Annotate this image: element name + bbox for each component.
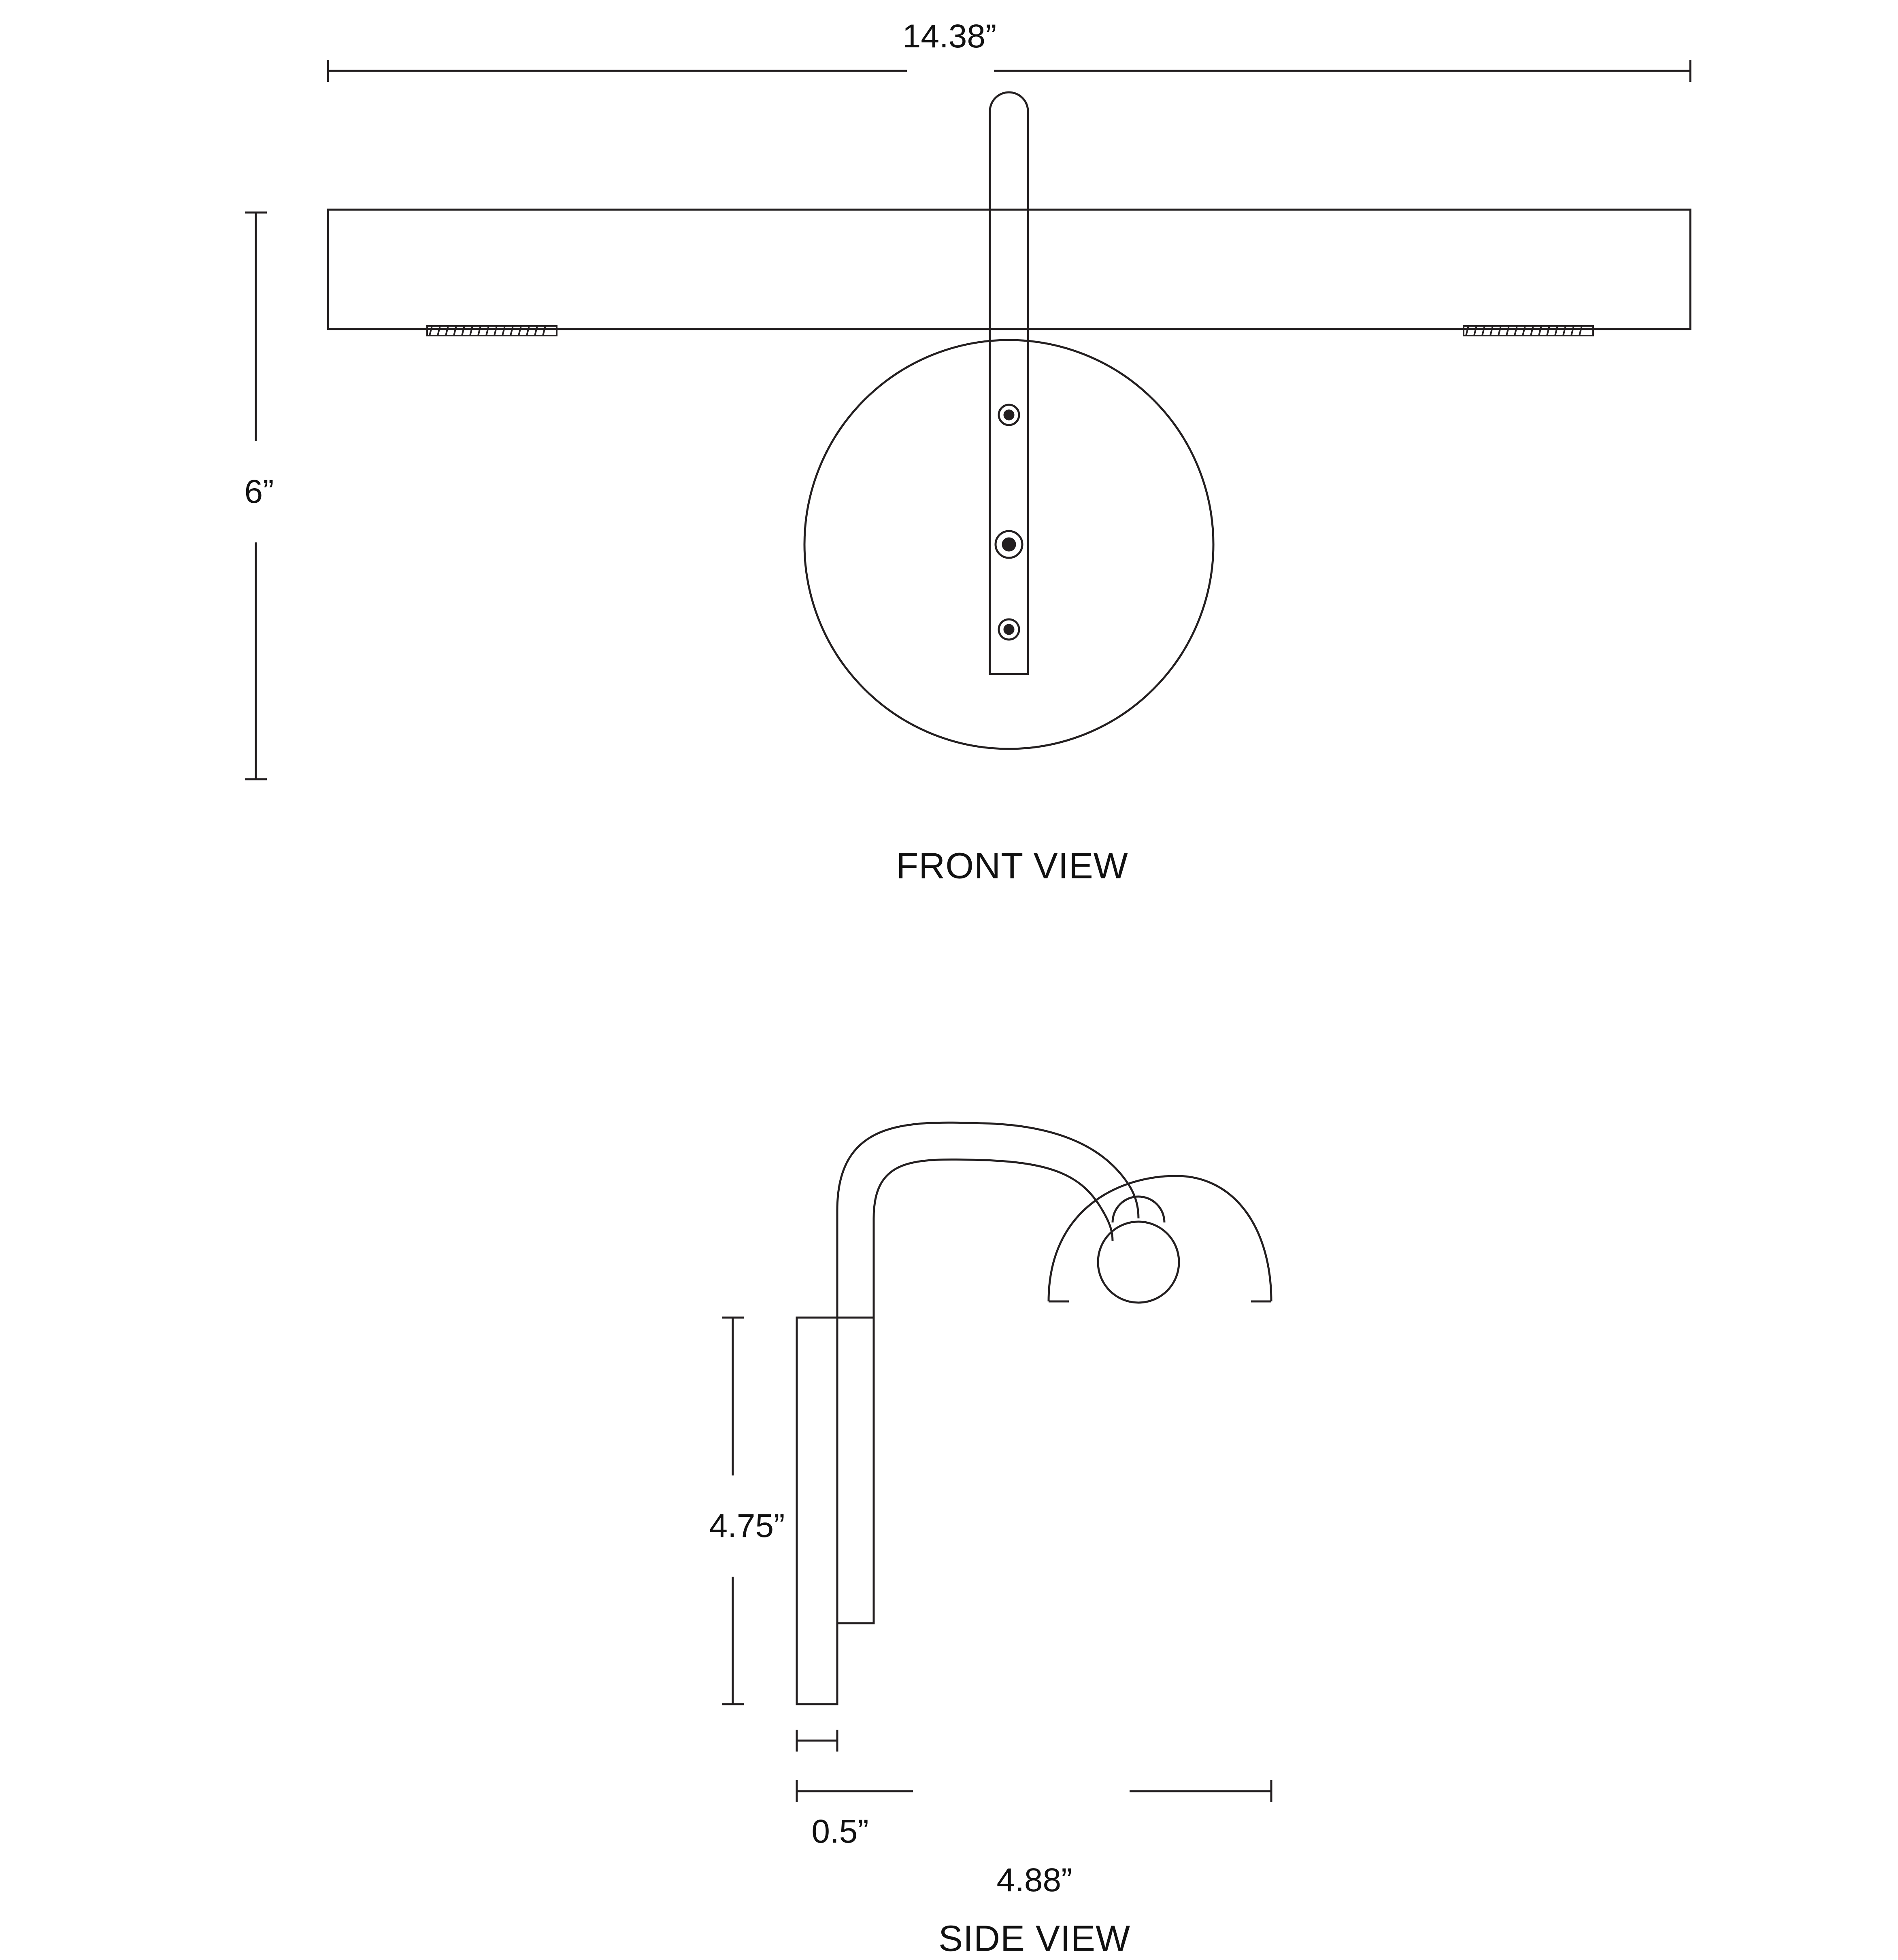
dimension-overall-width — [328, 60, 1690, 82]
dimension-label-overall-projection: 4.88” — [996, 1862, 1072, 1898]
front-shade-body — [328, 210, 1690, 329]
dimension-label-backplate-height: 4.75” — [709, 1507, 785, 1544]
dimension-label-overall-height: 6” — [244, 473, 274, 510]
view-label-side: SIDE VIEW — [938, 1918, 1131, 1959]
side-shade-crescent — [1049, 1176, 1271, 1301]
front-arm-stem — [990, 92, 1028, 674]
front-screw-lower — [999, 619, 1019, 640]
view-label-front: FRONT VIEW — [896, 846, 1128, 886]
front-screw-middle — [996, 531, 1022, 558]
dimension-overall-projection — [797, 1780, 1271, 1802]
dimension-backplate-depth — [797, 1730, 837, 1752]
side-arm-riser — [837, 1318, 874, 1623]
side-lamp-ball — [1098, 1222, 1179, 1303]
side-curved-arm — [837, 1122, 1138, 1318]
front-lens-hatch-right — [1464, 326, 1593, 336]
front-lens-hatch-left — [427, 326, 557, 336]
front-screw-upper — [999, 405, 1019, 425]
side-backplate — [797, 1318, 837, 1704]
dimension-label-overall-width: 14.38” — [902, 18, 997, 55]
dimension-label-backplate-depth: 0.5” — [811, 1813, 869, 1850]
